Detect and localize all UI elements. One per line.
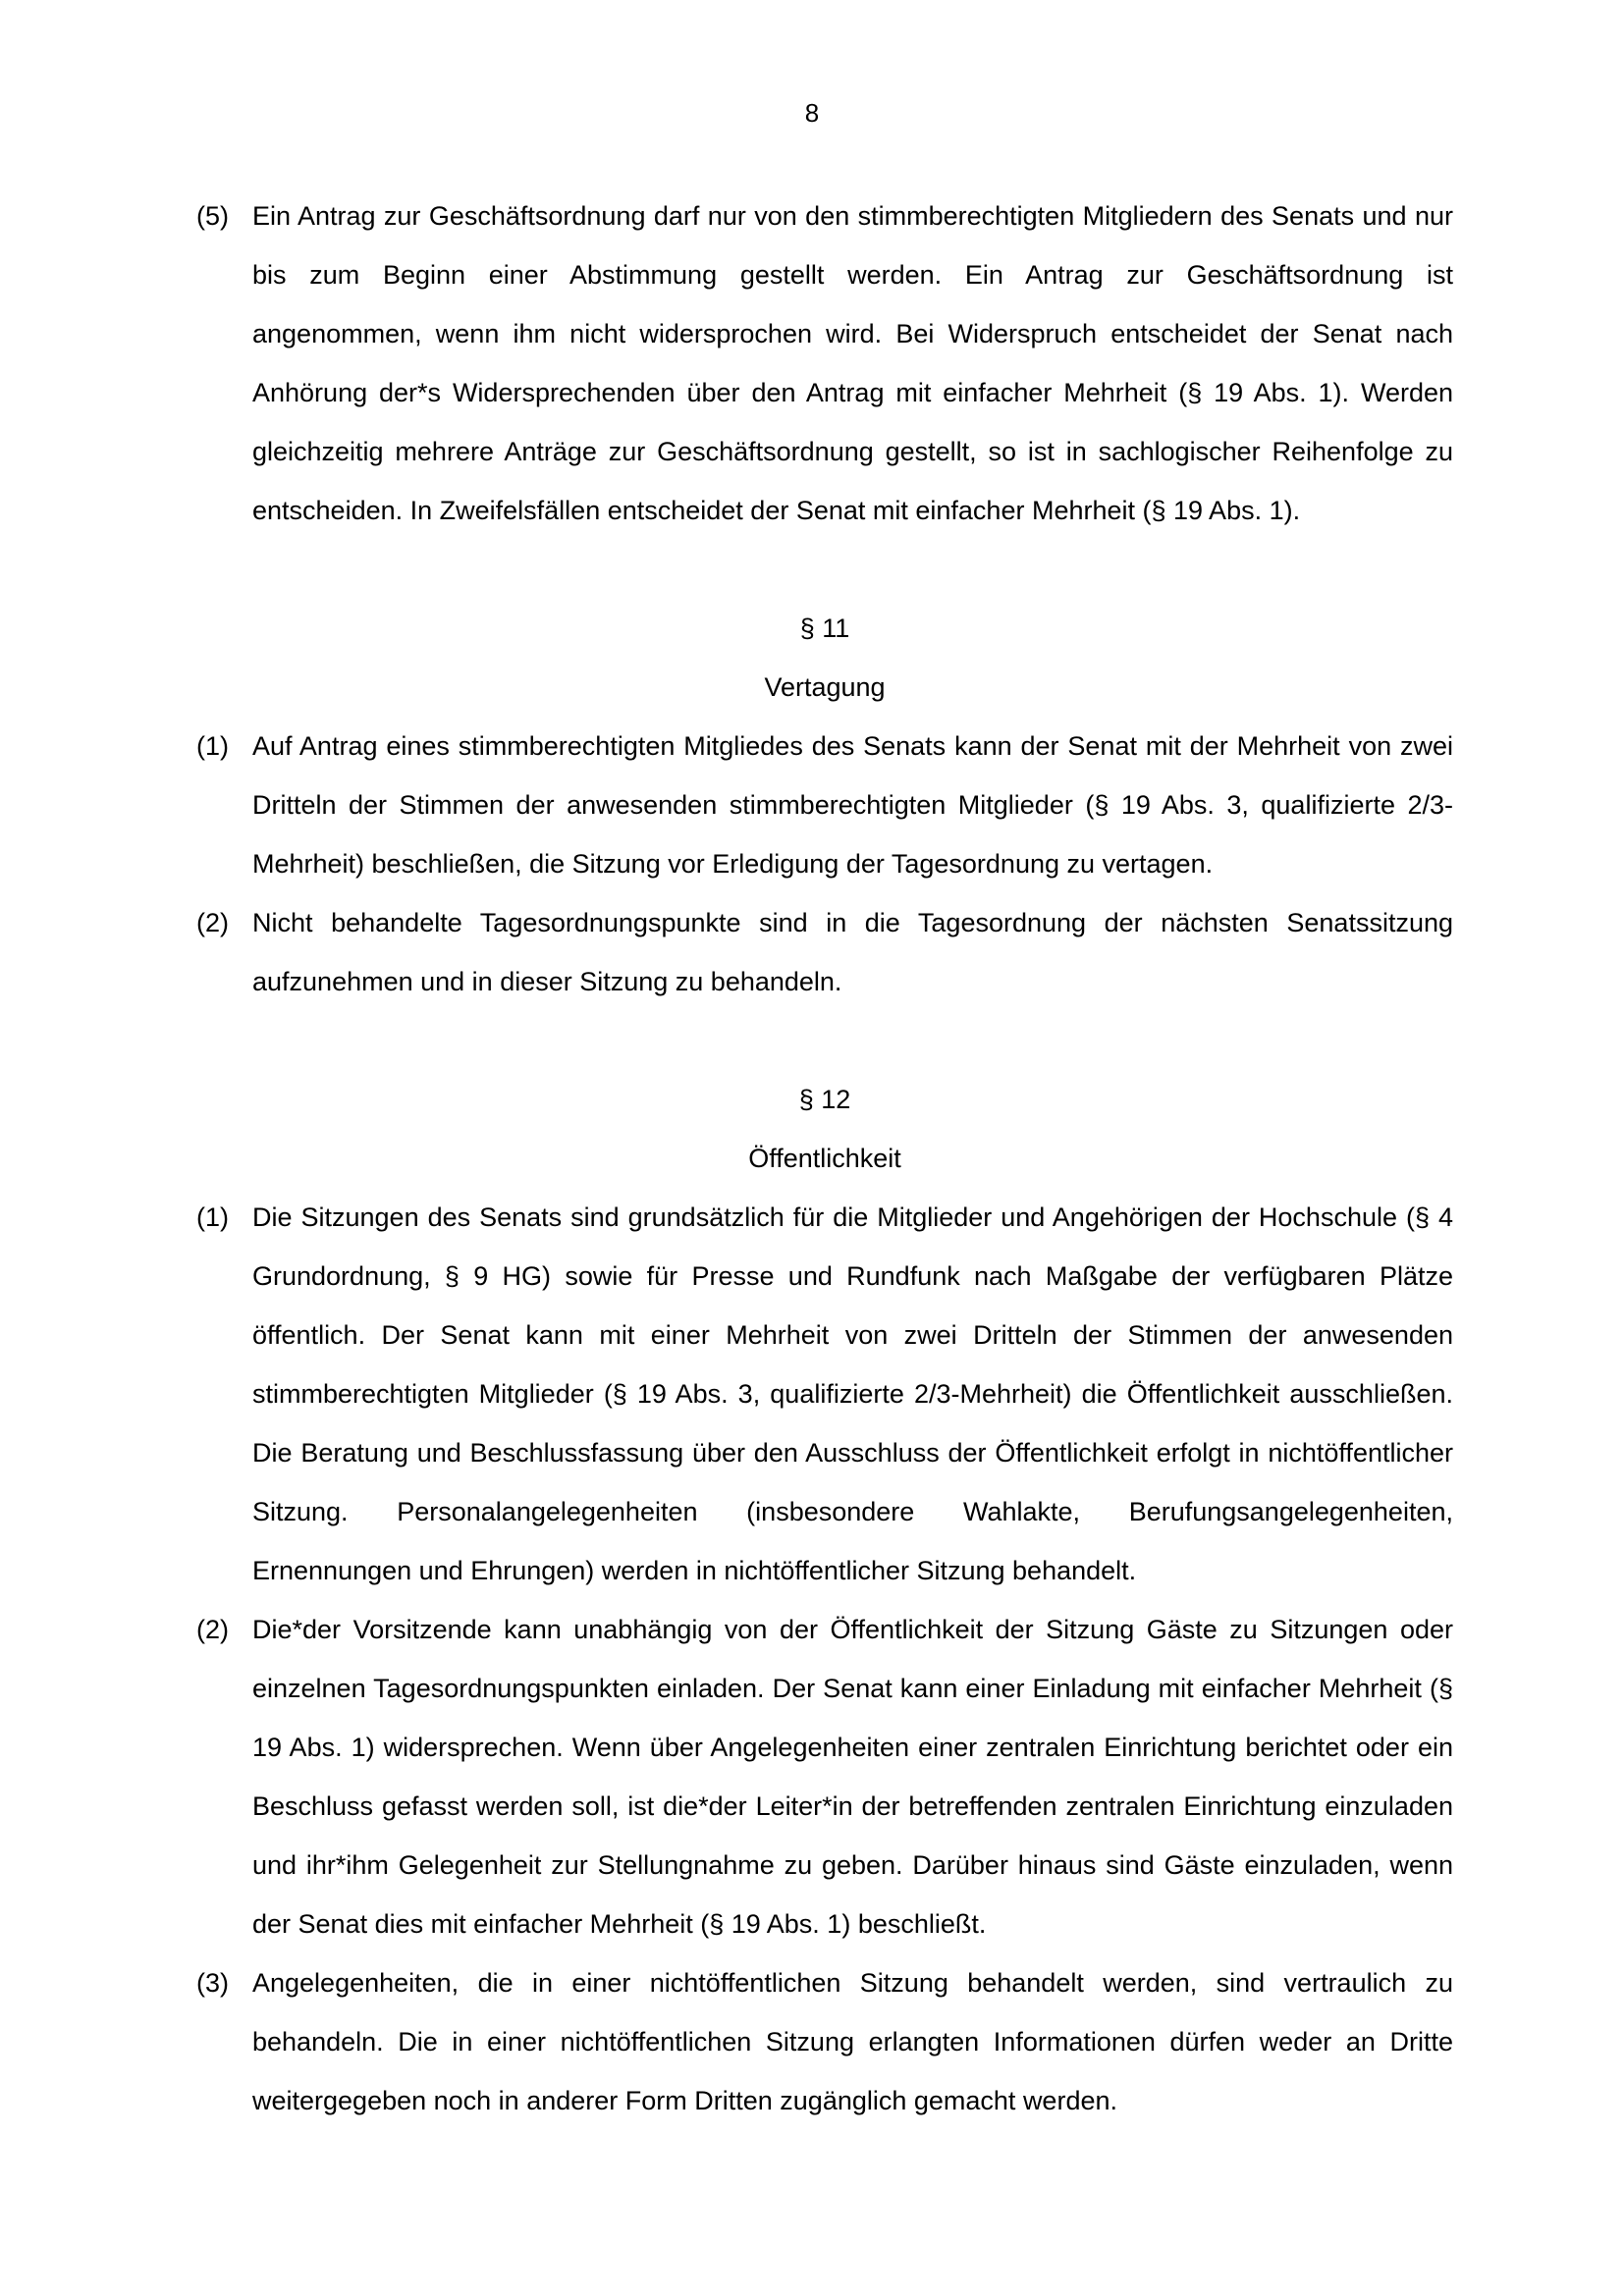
section-12-title: Öffentlichkeit [748,1144,901,1173]
section-12-paragraph-3 [196,1953,1453,2130]
paragraph-5-text: Ein Antrag zur Geschäftsordnung darf nur von den stimmberechtigten Mitgliedern des Senats und nur bis zum Beginn einer Abstimmung gestellt werden. Ein Antrag zur Geschäftsordnung ist angenommen, wenn ihm nicht widersprochen wird. Bei Widerspruch entscheidet der Senat nach Anhörung der*s Widersprechenden über den Antrag mit einfacher Mehrheit (§ 19 Abs. 1). Werden gleichzeitig mehrere Anträge zur Geschäftsordnung gestellt, so ist in sachlogischer Reihenfolge zu entscheiden. In Zweifelsfällen entscheidet der Senat mit einfacher Mehrheit (§ 19 Abs. 1). [252,201,1453,525]
section-11-paragraph-2-number: (2) [196,908,229,937]
section-12-heading [196,1070,1453,1188]
page-number: 8 [804,98,820,128]
section-11-title: Vertagung [764,672,886,702]
section-11-paragraph-1-number: (1) [196,731,229,761]
section-12-paragraph-3-number: (3) [196,1968,229,1998]
section-12-paragraph-2-text: Die*der Vorsitzende kann unabhängig von der Öffentlichkeit der Sitzung Gäste zu Sitzungen oder einzelnen Tagesordnungspunkten einladen. Der Senat kann einer Einladung mit einfacher Mehrheit (§ 19 Abs. 1) widersprechen. Wenn über Angelegenheiten einer zentralen Einrichtung berichtet oder ein Beschluss gefasst werden soll, ist die*der Leiter*in der betreffenden zentralen Einrichtung einzuladen und ihr*ihm Gelegenheit zur Stellungnahme zu geben. Darüber hinaus sind Gäste einzuladen, wenn der Senat dies mit einfacher Mehrheit (§ 19 Abs. 1) beschließt. [252,1615,1453,1939]
section-12-paragraph-1 [196,1188,1453,1600]
paragraph-5 [196,187,1453,540]
section-11-paragraph-2 [196,893,1453,1011]
section-11-paragraph-1-text: Auf Antrag eines stimmberechtigten Mitgliedes des Senats kann der Senat mit der Mehrheit von zwei Dritteln der Stimmen der anwesenden stimmberechtigten Mitglieder (§ 19 Abs. 3, qualifizierte 2/3-Mehrheit) beschließen, die Sitzung vor Erledigung der Tagesordnung zu vertagen. [252,731,1453,879]
paragraph-5-number: (5) [196,201,229,231]
section-11-paragraph-1 [196,717,1453,893]
section-11-heading [196,599,1453,717]
section-12-paragraph-2-number: (2) [196,1615,229,1644]
section-11-paragraph-2-text: Nicht behandelte Tagesordnungspunkte sind in die Tagesordnung der nächsten Senatssitzung aufzunehmen und in dieser Sitzung zu behandeln. [252,908,1453,996]
section-12-number: § 12 [798,1085,851,1114]
section-12-paragraph-1-text: Die Sitzungen des Senats sind grundsätzlich für die Mitglieder und Angehörigen der Hochschule (§ 4 Grundordnung, § 9 HG) sowie für Presse und Rundfunk nach Maßgabe der verfügbaren Plätze öffentlich. Der Senat kann mit einer Mehrheit von zwei Dritteln der Stimmen der anwesenden stimmberechtigten Mitglieder (§ 19 Abs. 3, qualifizierte 2/3-Mehrheit) die Öffentlichkeit ausschließen. Die Beratung und Beschlussfassung über den Ausschluss der Öffentlichkeit erfolgt in nichtöffentlicher Sitzung. Personalangelegenheiten (insbesondere Wahlakte, Berufungsangelegenheiten, Ernennungen und Ehrungen) werden in nichtöffentlicher Sitzung behandelt. [252,1202,1453,1585]
section-12-paragraph-2 [196,1600,1453,1953]
section-12-paragraph-3-text: Angelegenheiten, die in einer nichtöffentlichen Sitzung behandelt werden, sind vertraulich zu behandeln. Die in einer nichtöffentlichen Sitzung erlangten Informationen dürfen weder an Dritte weitergegeben noch in anderer Form Dritten zugänglich gemacht werden. [252,1968,1453,2115]
section-11-number: § 11 [799,614,850,643]
document-content [196,187,1453,2130]
section-12-paragraph-1-number: (1) [196,1202,229,1232]
